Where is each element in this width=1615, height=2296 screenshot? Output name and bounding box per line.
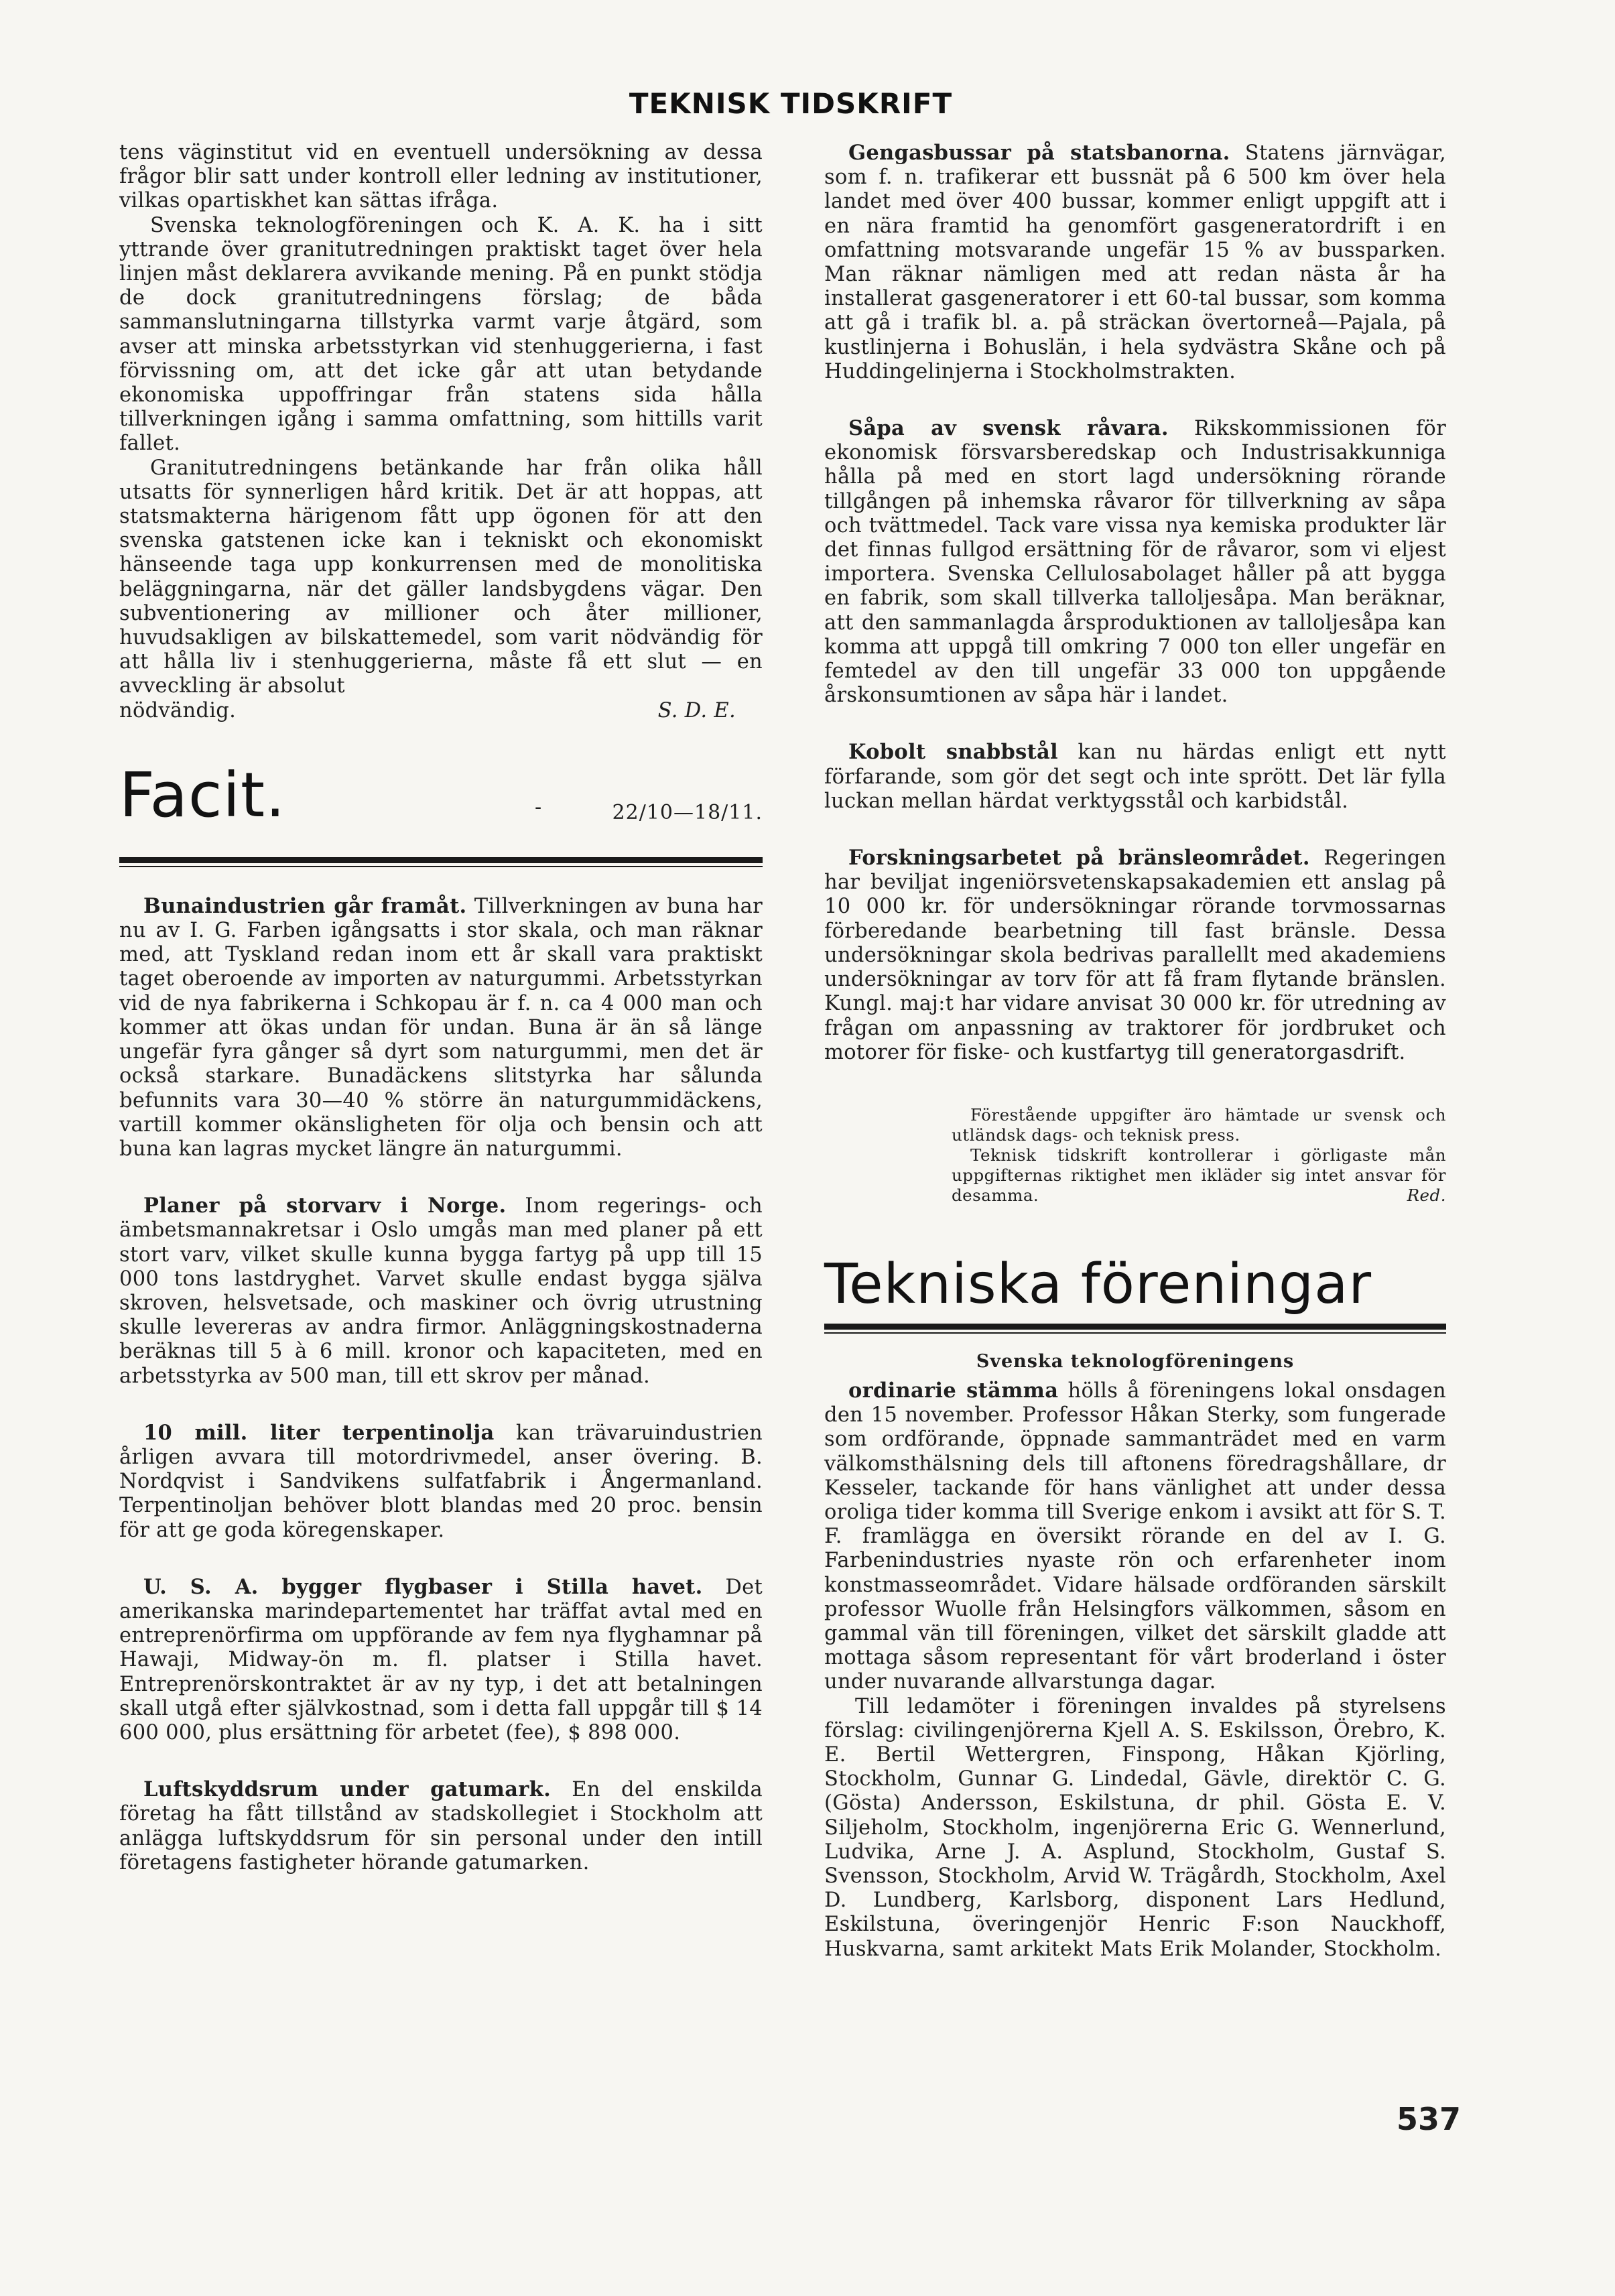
news-item-heading: Planer på storvarv i Norge. xyxy=(143,1194,507,1218)
facit-title: Facit. xyxy=(119,759,286,831)
left-column xyxy=(119,141,763,1875)
page-number: 537 xyxy=(1397,2101,1462,2137)
editor-signature: Red. xyxy=(1407,1185,1446,1205)
facit-rule xyxy=(119,857,763,867)
news-item-heading: 10 mill. liter terpentinolja xyxy=(143,1420,495,1445)
news-item-heading: Gengasbussar på statsbanorna. xyxy=(848,141,1230,165)
news-item xyxy=(824,846,1446,1065)
news-item-text: Regeringen har beviljat ingeniörsvetenskapsakademien ett anslag på 10 000 kr. för undersökningar rörande torvmossarnas förberedande bearbetning till fast bränsle. Dessa undersökningar skola bedrivas parallellt med akademiens undersökningar av torv för att få fram flytande bränslen. Kungl. maj:t har vidare anvisat 30 000 kr. för utredning av frågan om anpassning av traktorer för jordbruket och motorer för fiske- och kustfartyg till generatorgasdrift. xyxy=(824,846,1446,1064)
news-item-heading: Bunaindustrien går framåt. xyxy=(143,893,467,918)
news-item xyxy=(824,740,1446,814)
intro-paragraph: tens väginstitut vid en eventuell undersökning av dessa frågor blir satt under kontroll eller ledning av institutioner, vilkas opartiskhet kan sättas ifråga. xyxy=(119,141,763,213)
news-item-heading: Luftskyddsrum under gatumark. xyxy=(143,1777,552,1802)
news-item-text: Statens järnvägar, som f. n. trafikerar ett bussnät på 6 500 km över hela landet med över 400 bussar, kommer enligt uppgift att i en nära framtid ha genomfört gasgeneratordrift i en omfattning motsvarande ungefär 15 % av bussparken. Man räknar nämligen med att redan nästa år ha installerat gasgeneratorer i ett 60-tal bussar, som komma att gå i trafik bl. a. på sträckan övertorneå—Pajala, på kustlinjerna i Bohuslän, i hela sydvästra Skåne och på Huddingelinjerna i Stockholmstrakten. xyxy=(824,141,1446,383)
news-item-text: Inom regerings- och ämbetsmannakretsar i Oslo umgås man med planer på ett stort varv, vilket skulle kunna bygga fartyg på upp till 15 000 tons lastdryghet. Varvet skulle endast bygga själva skroven, helsvetsade, och maskiner och övrig utrustning skulle levereras av andra firmor. Anläggningskostnaderna beräknas till 5 à 6 mill. kronor och kapaciteten, med en arbetsstyrka av 500 man, till ett skrov per månad. xyxy=(119,1194,763,1388)
news-item xyxy=(119,894,763,1161)
intro-paragraph: Svenska teknologföreningen och K. A. K. ha i sitt yttrande över granitutredningen praktiskt taget över hela linjen måst deklarera avvikande mening. På en punkt stödja de dock granitutredningens förslag; de båda sammanslutningarna tillstyrka varmt varje åtgärd, som avser att minska arbetsstyrkan vid stenhuggerierna, i fast förvissning om, att det icke går att utan betydande ekonomiska uppoffringar från statens sida hålla tillverkningen igång i samma omfattning, som hittills varit fallet. xyxy=(119,213,763,456)
section-title: Tekniska föreningar xyxy=(824,1252,1372,1316)
facit-dash: - xyxy=(535,795,542,819)
section-rule xyxy=(824,1324,1446,1334)
meeting-lead: ordinarie stämma xyxy=(848,1378,1059,1403)
news-item-heading: U. S. A. bygger flygbaser i Stilla havet. xyxy=(143,1574,703,1599)
source-note xyxy=(952,1105,1446,1206)
members-paragraph: Till ledamöter i föreningen invaldes på styrelsens förslag: civilingenjörerna Kjell A. S. Eskilsson, Örebro, K. E. Bertil Wettergren, Finspong, Håkan Kjörling, Stockholm, Gunnar G. Lindedal, Gävle, direktör C. G. (Gösta) Andersson, Eskilstuna, dr phil. Gösta E. V. Siljeholm, Stockholm, ingenjörerna Eric G. Wennerlund, Ludvika, Arne J. A. Asplund, Stockholm, Gustaf S. Svensson, Stockholm, Arvid W. Trägårdh, Stockholm, Axel D. Lundberg, Karlsborg, disponent Lars Hedlund, Eskilstuna, överingenjör Henric F:son Nauckhoff, Huskvarna, samt arkitekt Mats Erik Molander, Stockholm. xyxy=(824,1694,1446,1961)
author-signature: S. D. E. xyxy=(657,698,736,722)
source-note-line: Teknisk tidskrift kontrollerar i görligaste mån uppgifternas riktighet men ikläder sig intet ansvar för desamma. xyxy=(952,1145,1446,1205)
meeting-paragraph: hölls å föreningens lokal onsdagen den 15 november. Professor Håkan Sterky, som fungerade som ordförande, öppnade sammanträdet med en varm välkomsthälsning dels till aftonens föredragshållare, dr Kesseler, tackande för hans vänlighet att under dessa oroliga tider komma till Sverige enkom i avsikt att för S. T. F. framlägga en översikt rörande en del av I. G. Farbenindustries nyaste rön och erfarenheter inom konstmasseområdet. Vidare hälsade ordföranden särskilt professor Wuolle från Helsingfors välkommen, såsom en gammal vän till föreningen, vilket det särskilt gladde att mottaga såsom representant för vårt broderland i öster under nuvarande allvarstunga dagar. xyxy=(824,1379,1447,1694)
right-column xyxy=(824,141,1446,1962)
news-item-heading: Forskningsarbetet på bränsleområdet. xyxy=(848,846,1310,871)
news-item-text: kan trävaruindustrien årligen avvara till motordrivmedel, anser övering. B. Nordqvist i Sandvikens sulfatfabrik i Ångermanland. Terpentinoljan behöver blott blandas med 20 proc. bensin för att ge goda köregenskaper. xyxy=(119,1421,763,1542)
news-item xyxy=(119,1194,763,1389)
closing-line xyxy=(119,699,763,723)
news-item-text: Det amerikanska marindepartementet har träffat avtal med en entreprenörfirma om uppförande av fem nya flyghamnar på Hawaji, Midway-ön m. fl. platser i Stilla havet. Entreprenörskontraktet är av ny typ, i det att betalningen skall utgå efter självkostnad, som i detta fall uppgår till $ 14 600 000, plus ersättning för arbetet (fee), $ 898 000. xyxy=(119,1575,763,1744)
journal-header: TEKNISK TIDSKRIFT xyxy=(629,87,953,120)
intro-paragraph: Granitutredningens betänkande har från olika håll utsatts för synnerligen hård kritik. Det är att hoppas, att statsmakterna härigenom fått upp ögonen för att den svenska gatstenen icke kan i tekniskt och ekonomiskt hänseende taga upp konkurrensen med de monolitiska beläggningarna, när det gäller landsbygdens vägar. Den subventionering av millioner och åter millioner, huvudsakligen av bilskattemedel, som varit nödvändig för att hålla liv i stenhuggerierna, måste få ett slut — en avveckling är absolut xyxy=(119,456,763,698)
news-item xyxy=(824,141,1446,384)
news-item-text: Rikskommissionen för ekonomisk försvarsberedskap och Industrisakkunniga hålla på med en stort lagd undersökning rörande tillgången på inhemska råvaror för tillverkning av såpa och tvättmedel. Tack vare vissa nya kemiska produkter lär det finnas fullgod ersättning för de råvaror, som vi eljest importera. Svenska Cellulosabolaget håller på att bygga en fabrik, som skall tillverka talloljesåpa. Man beräknar, att den sammanlagda årsproduktionen av talloljesåpa kan komma att uppgå till omkring 7 000 ton eller ungefär en femtedel av den till ungefär 33 000 ton uppgående årskonsumtionen av såpa här i landet. xyxy=(824,417,1446,708)
news-item xyxy=(119,1421,763,1543)
news-item xyxy=(119,1575,763,1745)
news-item-text: kan nu härdas enligt ett nytt förfarande, som gör det segt och inte sprött. Det lär fylla luckan mellan härdat verktygsstål och karbidstål. xyxy=(824,741,1446,813)
society-subheading: Svenska teknologföreningens xyxy=(976,1350,1295,1372)
source-note-line: Förestående uppgifter äro hämtade ur svensk och utländsk dags- och teknisk press. xyxy=(952,1104,1446,1145)
news-item-heading: Kobolt snabbstål xyxy=(848,740,1058,765)
facit-heading-block xyxy=(119,759,763,849)
news-item-text: En del enskilda företag ha fått tillstånd av stadskollegiet i Stockholm att anlägga luftskyddsrum för sin personal under den intill företagens fastigheter hörande gatumarken. xyxy=(119,1778,763,1874)
news-item-heading: Såpa av svensk råvara. xyxy=(848,416,1169,441)
news-item-text: Tillverkningen av buna har nu av I. G. Farben igångsatts i stor skala, och man räknar med, att Tyskland redan inom ett år skall vara praktiskt taget oberoende av importen av naturgummi. Arbetsstyrkan vid de nya fabrikerna i Schkopau är f. n. ca 4 000 man och kommer att ökas undan för undan. Buna är än så länge ungefär fyra gånger så dyrt som naturgummi, men det är också starkare. Bunadäckens slitstyrka har sålunda befunnits vara 30—40 % större än naturgummidäckens, vartill kommer okänsligheten för olja och bensin och att buna kan lagras mycket längre än naturgummi. xyxy=(119,894,763,1161)
facit-date-range: 22/10—18/11. xyxy=(612,800,763,824)
news-item xyxy=(824,416,1446,708)
news-item xyxy=(119,1777,763,1875)
closing-word: nödvändig. xyxy=(119,698,237,722)
facit-items xyxy=(119,894,763,1875)
